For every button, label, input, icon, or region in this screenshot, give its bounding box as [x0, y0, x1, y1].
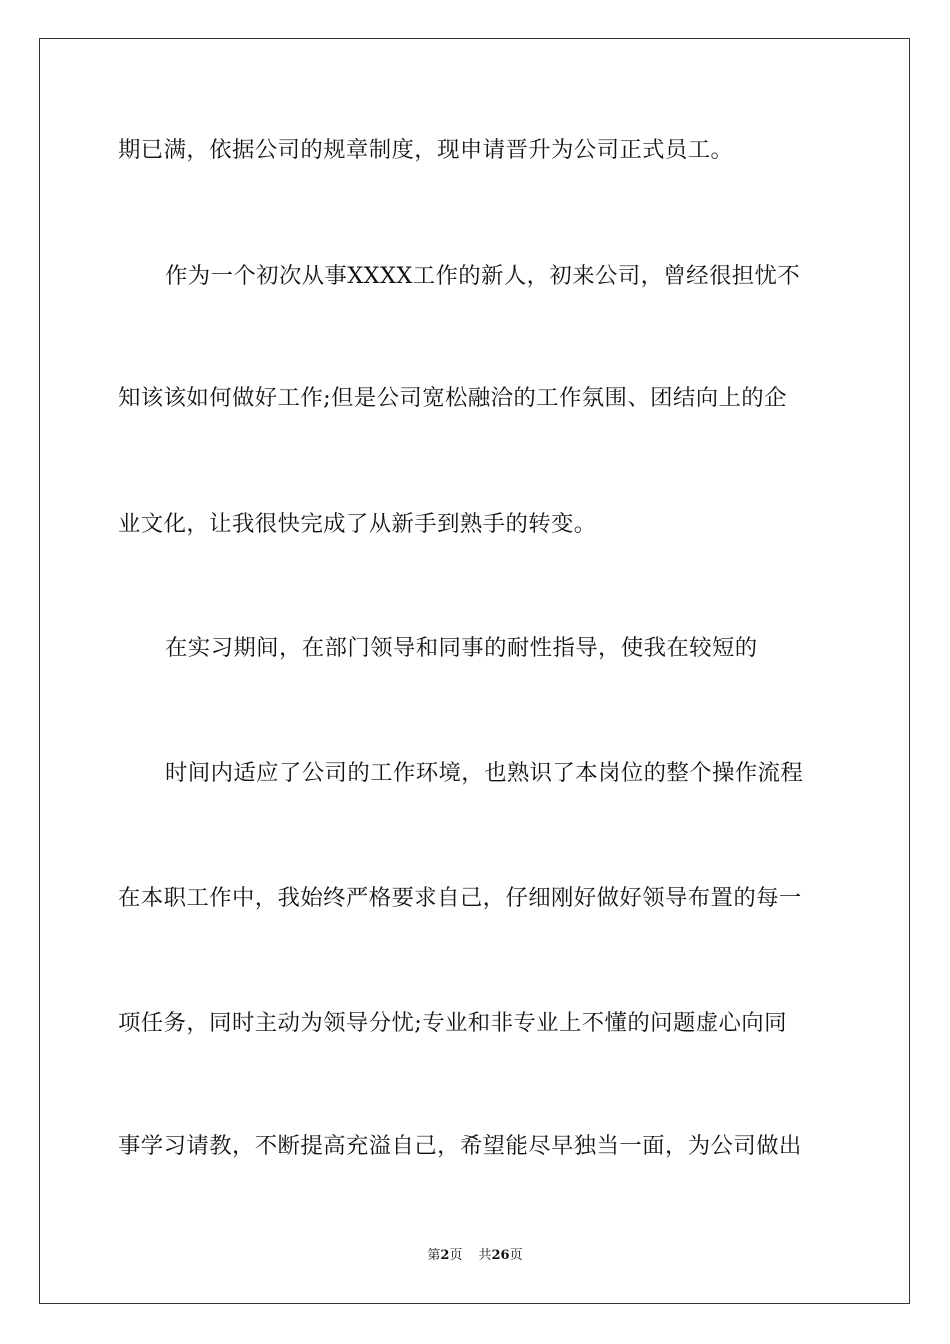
text-line-5: 在实习期间，在部门领导和同事的耐性指导，使我在较短的 [165, 635, 758, 661]
text-line-8: 项任务，同时主动为领导分忧;专业和非专业上不懂的问题虚心向同 [118, 1010, 787, 1036]
text-line-4: 业文化，让我很快完成了从新手到熟手的转变。 [118, 511, 597, 537]
footer-total-pages: 26 [491, 1248, 510, 1263]
text-line-9: 事学习请教，不断提高充溢自己，希望能尽早独当一面，为公司做出 [118, 1133, 802, 1159]
footer-page-suffix: 页 [449, 1248, 463, 1263]
text-line-1: 期已满，依据公司的规章制度，现申请晋升为公司正式员工。 [118, 137, 734, 163]
page-footer [0, 1248, 950, 1264]
page-border [39, 38, 910, 1304]
footer-page-prefix: 第 [427, 1248, 441, 1263]
text-line-3: 知该该如何做好工作;但是公司宽松融洽的工作氛围、团结向上的企 [118, 385, 787, 411]
text-line-6: 时间内适应了公司的工作环境，也熟识了本岗位的整个操作流程 [165, 760, 804, 786]
text-line-2: 作为一个初次从事XXXX工作的新人，初来公司，曾经很担忧不 [165, 263, 801, 289]
footer-page-number: 2 [440, 1248, 450, 1263]
footer-total-prefix: 共 [478, 1248, 492, 1263]
text-line-7: 在本职工作中，我始终严格要求自己，仔细刚好做好领导布置的每一 [118, 885, 802, 911]
footer-total-suffix: 页 [509, 1248, 523, 1263]
